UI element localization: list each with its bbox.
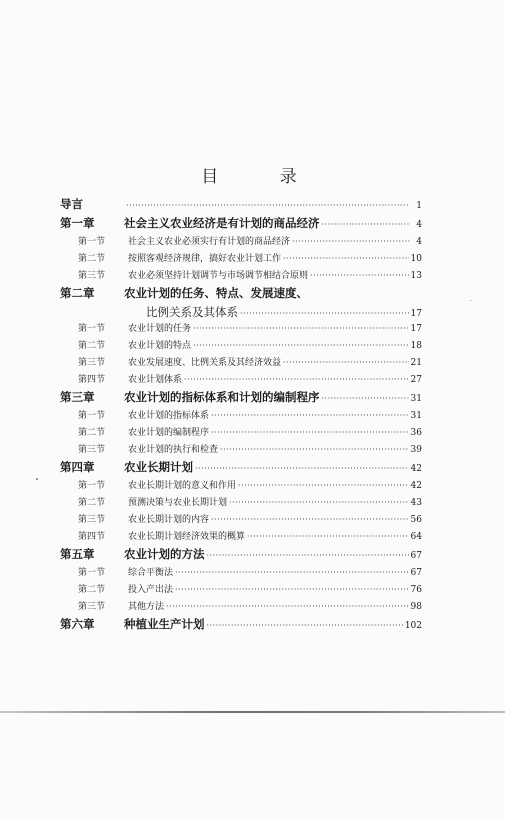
toc-chapter-entry bbox=[60, 196, 422, 215]
toc-section-entry bbox=[60, 478, 422, 495]
toc-entry-number: 第五章 bbox=[60, 547, 95, 561]
toc-page-number: 1 bbox=[416, 201, 422, 211]
toc-entry-title: 按照客观经济规律，搞好农业计划工作 bbox=[128, 254, 282, 264]
toc-entry-number: 第四节 bbox=[78, 532, 106, 542]
toc-entry-number: 导言 bbox=[60, 197, 83, 211]
toc-page-number: 18 bbox=[410, 341, 422, 351]
toc-entry-title: 农业长期计划经济效果的概算 bbox=[128, 532, 246, 542]
toc-section-entry bbox=[60, 321, 422, 338]
toc-entry-title: 种植业生产计划 bbox=[124, 617, 205, 631]
dot-leader bbox=[195, 464, 409, 473]
toc-page-number: 31 bbox=[410, 411, 422, 421]
bottom-divider bbox=[0, 711, 505, 713]
toc-section-entry bbox=[60, 338, 422, 355]
toc-entry-number: 第二节 bbox=[78, 428, 106, 438]
toc-entry-title: 农业长期计划 bbox=[124, 460, 193, 474]
toc-page-number: 13 bbox=[410, 271, 422, 281]
toc-chapter-entry bbox=[60, 389, 422, 408]
dot-leader bbox=[247, 532, 409, 541]
page-title: 目 录 bbox=[201, 167, 325, 187]
toc-page-number: 56 bbox=[410, 515, 422, 525]
toc-entry-title: 农业长期计划的意义和作用 bbox=[128, 481, 237, 491]
dot-leader bbox=[175, 585, 409, 594]
toc-page-number: 21 bbox=[410, 358, 422, 368]
toc-page-number: 39 bbox=[410, 445, 422, 455]
toc-entry-number: 第三节 bbox=[78, 271, 106, 281]
toc-entry-number: 第一节 bbox=[78, 411, 106, 421]
toc-section-entry bbox=[60, 529, 422, 546]
toc-entry-number: 第三章 bbox=[60, 390, 95, 404]
toc-entry-number: 第六章 bbox=[60, 617, 95, 631]
toc-entry-title: 农业计划的指标体系和计划的编制程序 bbox=[124, 390, 320, 404]
scan-speck bbox=[470, 300, 471, 301]
toc-entry-number: 第三节 bbox=[78, 445, 106, 455]
scan-speck bbox=[36, 478, 38, 480]
dot-leader bbox=[220, 445, 409, 454]
toc-section-entry bbox=[60, 565, 422, 582]
dot-leader bbox=[229, 498, 409, 507]
dot-leader bbox=[184, 375, 409, 384]
toc-section-entry bbox=[60, 599, 422, 616]
dot-leader bbox=[211, 428, 409, 437]
toc-entry-number: 第三节 bbox=[78, 602, 106, 612]
toc-page-number: 76 bbox=[410, 585, 422, 595]
toc-entry-number: 第二章 bbox=[60, 286, 95, 300]
toc-entry-title: 比例关系及其体系 bbox=[146, 305, 238, 319]
toc-section-entry bbox=[60, 495, 422, 512]
toc-section-entry bbox=[60, 408, 422, 425]
toc-chapter-entry bbox=[60, 616, 422, 635]
toc-entry-title: 农业长期计划的内容 bbox=[128, 515, 210, 525]
toc-entry-number: 第一节 bbox=[78, 237, 106, 247]
toc-entry-title: 农业计划的指标体系 bbox=[128, 411, 210, 421]
toc-page-number: 42 bbox=[410, 481, 422, 491]
dot-leader bbox=[193, 341, 409, 350]
dot-leader bbox=[211, 515, 409, 524]
dot-leader bbox=[322, 394, 409, 403]
toc-page-number: 102 bbox=[404, 621, 422, 631]
toc-section-entry bbox=[60, 355, 422, 372]
toc-entry-number: 第二节 bbox=[78, 254, 106, 264]
toc-chapter-entry bbox=[60, 215, 422, 234]
toc-page-number: 4 bbox=[416, 220, 422, 230]
toc-entry-title: 农业计划的特点 bbox=[128, 341, 192, 351]
toc-entry-title: 社会主义农业必须实行有计划的商品经济 bbox=[128, 237, 291, 247]
toc-chapter-entry bbox=[60, 285, 422, 304]
toc-page-number: 17 bbox=[410, 309, 422, 319]
toc-entry-title: 农业计划的编制程序 bbox=[128, 428, 210, 438]
toc-chapter-entry bbox=[60, 459, 422, 478]
toc-page-number: 43 bbox=[410, 498, 422, 508]
toc-entry-number: 第四章 bbox=[60, 460, 95, 474]
toc-section-entry bbox=[60, 425, 422, 442]
dot-leader bbox=[211, 411, 409, 420]
toc-section-entry bbox=[60, 251, 422, 268]
toc-page-number: 36 bbox=[410, 428, 422, 438]
dot-leader bbox=[283, 358, 409, 367]
toc-section-entry bbox=[60, 372, 422, 389]
toc-entry-title: 综合平衡法 bbox=[128, 568, 174, 578]
toc-page-number: 67 bbox=[410, 568, 422, 578]
toc-entry-title: 预测决策与农业长期计划 bbox=[128, 498, 228, 508]
dot-leader bbox=[166, 602, 409, 611]
toc-entry-number: 第三节 bbox=[78, 358, 106, 368]
toc-entry-title: 投入产出法 bbox=[128, 585, 174, 595]
toc-entry-title: 农业计划的执行和检查 bbox=[128, 445, 219, 455]
table-of-contents bbox=[60, 196, 422, 635]
toc-chapter-entry bbox=[60, 546, 422, 565]
toc-page-number: 17 bbox=[410, 324, 422, 334]
toc-page-number: 27 bbox=[410, 375, 422, 385]
dot-leader bbox=[283, 254, 409, 263]
toc-entry-title: 其他方法 bbox=[128, 602, 165, 612]
toc-entry-title: 农业必须坚持计划调节与市场调节相结合原则 bbox=[128, 271, 309, 281]
toc-entry-number: 第一节 bbox=[78, 324, 106, 334]
toc-page-number: 10 bbox=[410, 254, 422, 264]
toc-page-number: 67 bbox=[410, 551, 422, 561]
dot-leader bbox=[193, 324, 409, 333]
toc-entry-number: 第一章 bbox=[60, 216, 95, 230]
toc-entry-number: 第一节 bbox=[78, 568, 106, 578]
dot-leader bbox=[175, 568, 409, 577]
dot-leader bbox=[292, 237, 410, 246]
toc-page-number: 98 bbox=[410, 602, 422, 612]
toc-entry-number: 第二节 bbox=[78, 498, 106, 508]
toc-section-entry bbox=[60, 268, 422, 285]
dot-leader bbox=[126, 201, 410, 210]
toc-entry-title: 农业计划的方法 bbox=[124, 547, 205, 561]
toc-section-entry bbox=[60, 234, 422, 251]
toc-entry-number: 第二节 bbox=[78, 341, 106, 351]
toc-entry-number: 第一节 bbox=[78, 481, 106, 491]
toc-entry-number: 第二节 bbox=[78, 585, 106, 595]
toc-section-entry bbox=[60, 582, 422, 599]
dot-leader bbox=[240, 309, 409, 318]
toc-entry-title: 农业计划的任务、特点、发展速度、 bbox=[124, 286, 308, 300]
toc-entry-number: 第四节 bbox=[78, 375, 106, 385]
dot-leader bbox=[207, 551, 409, 560]
toc-section-entry bbox=[60, 442, 422, 459]
dot-leader bbox=[310, 271, 409, 280]
toc-entry-title: 农业计划体系 bbox=[128, 375, 183, 385]
toc-section-entry bbox=[60, 512, 422, 529]
toc-entry-title: 农业发展速度、比例关系及其经济效益 bbox=[128, 358, 282, 368]
toc-entry-number: 第三节 bbox=[78, 515, 106, 525]
toc-chapter-entry bbox=[60, 304, 422, 321]
toc-page-number: 64 bbox=[410, 532, 422, 542]
toc-entry-title: 社会主义农业经济是有计划的商品经济 bbox=[124, 216, 320, 230]
dot-leader bbox=[322, 220, 411, 229]
toc-page-number: 42 bbox=[410, 464, 422, 474]
toc-page-number: 4 bbox=[416, 237, 422, 247]
toc-entry-title: 农业计划的任务 bbox=[128, 324, 192, 334]
dot-leader bbox=[207, 621, 403, 630]
dot-leader bbox=[238, 481, 409, 490]
toc-page-number: 31 bbox=[410, 394, 422, 404]
